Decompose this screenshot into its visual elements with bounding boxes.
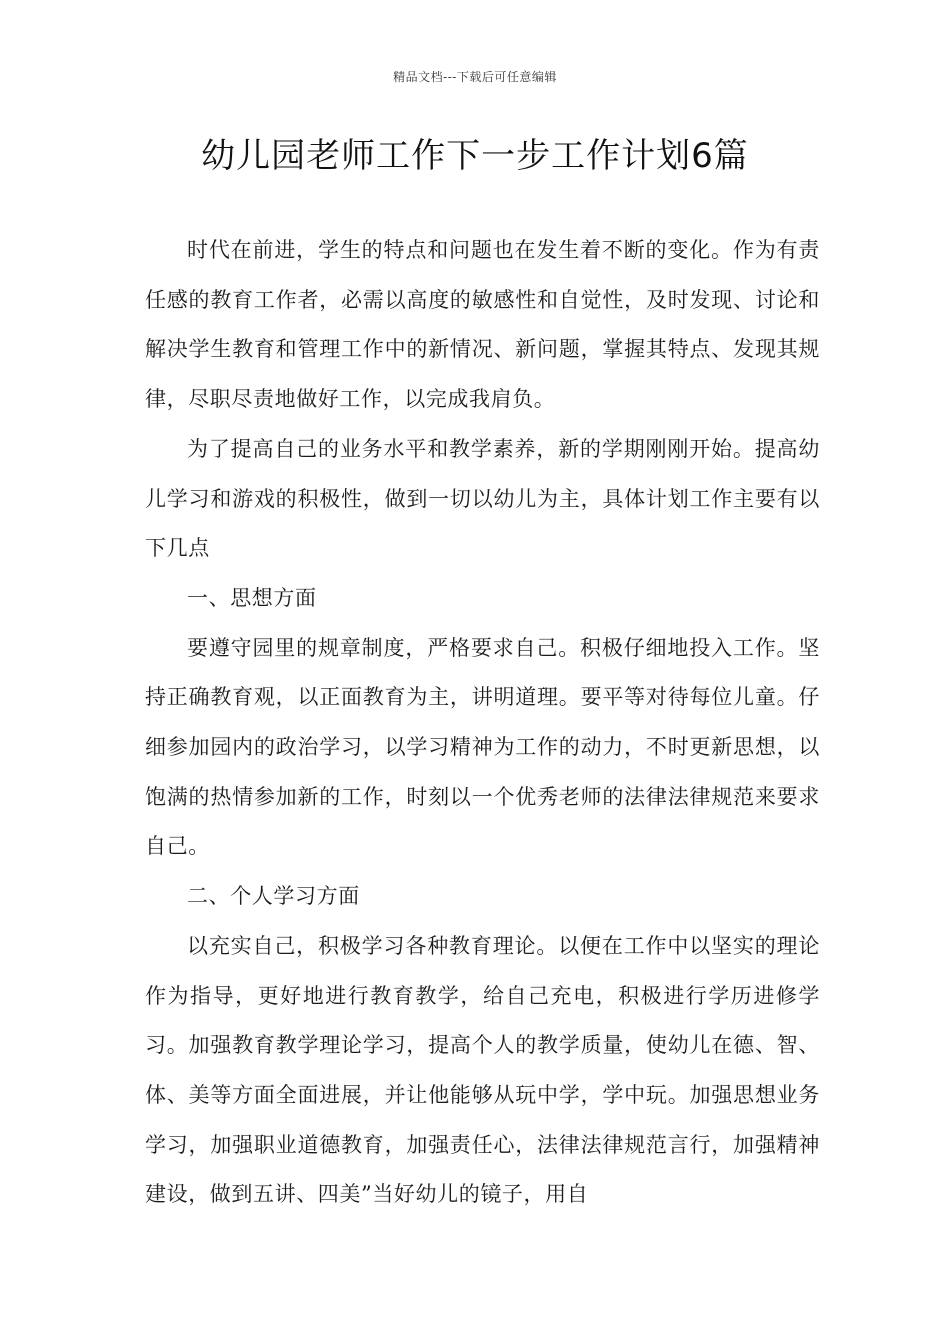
paragraph-study: 以充实自己，积极学习各种教育理论。以便在工作中以坚实的理论作为指导，更好地进行教育教学，给自己充电，积极进行学历进修学习。加强教育教学理论学习，提高个人的教学质量，使幼儿在德、智、体、美等方面全面进展，并让他能够从玩中学，学中玩。加强思想业务学习，加强职业道德教育，加强责任心，法律法律规范言行，加强精神建设，做到五讲、四美”当好幼儿的镜子，用自 xyxy=(145,933,820,1207)
document-title: 幼儿园老师工作下一步工作计划6篇 xyxy=(201,136,749,176)
paragraph-plan-overview: 为了提高自己的业务水平和教学素养，新的学期刚刚开始。提高幼儿学习和游戏的积极性，做到一切以幼儿为主，具体计划工作主要有以下几点 xyxy=(145,436,820,561)
section-heading-study: 二、个人学习方面 xyxy=(187,884,360,909)
paragraph-intro: 时代在前进，学生的特点和问题也在发生着不断的变化。作为有责任感的教育工作者，必需以高度的敏感性和自觉性，及时发现、讨论和解决学生教育和管理工作中的新情况、新问题，掌握其特点、发现其规律，尽职尽责地做好工作，以完成我肩负。 xyxy=(145,238,820,412)
header-note: 精品文档---下载后可任意编辑 xyxy=(393,70,557,84)
paragraph-thought: 要遵守园里的规章制度，严格要求自己。积极仔细地投入工作。坚持正确教育观，以正面教育为主，讲明道理。要平等对待每位儿童。仔细参加园内的政治学习，以学习精神为工作的动力，不时更新思想，以饱满的热情参加新的工作，时刻以一个优秀老师的法律法律规范来要求自己。 xyxy=(145,635,820,859)
section-heading-thought: 一、思想方面 xyxy=(187,585,317,610)
document-body xyxy=(145,226,820,1220)
